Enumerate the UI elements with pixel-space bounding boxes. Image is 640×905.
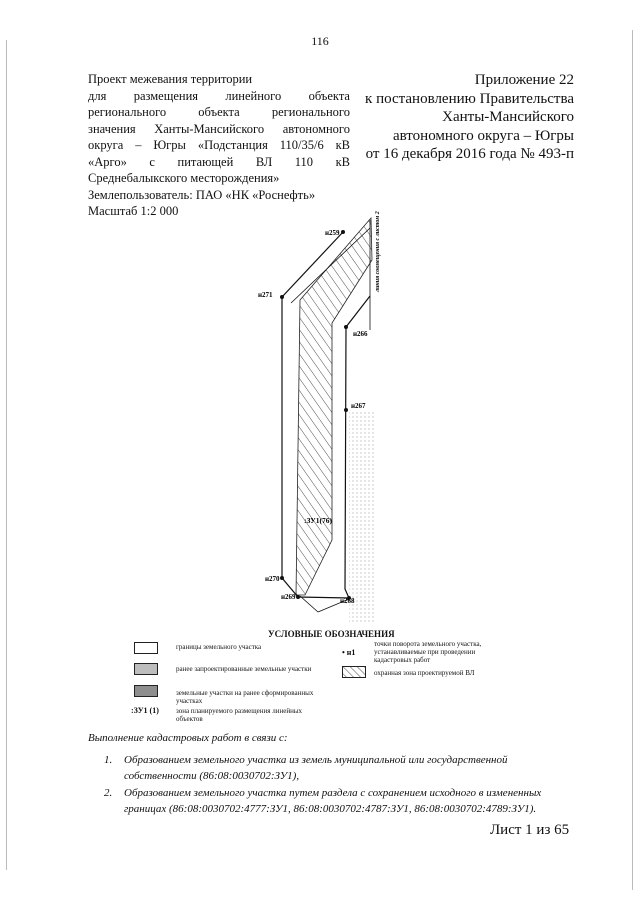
legend-box-boundaries	[134, 642, 158, 654]
project-line-6: «Арго» с питающей ВЛ 110 кВ	[88, 154, 350, 169]
land-user: Землепользователь: ПАО «НК «Роснефть»	[88, 187, 316, 202]
legend-formed-before-2: участках	[176, 697, 203, 705]
legend-zone-text-2: объектов	[176, 715, 203, 723]
works-item-2-line-1: Образованием земельного участка путем раздела с сохранением исходного в измененных	[124, 787, 542, 799]
appendix-line-5: от 16 декабря 2016 года № 493-п	[365, 146, 574, 162]
label-n269: н269	[281, 593, 296, 601]
legend-boundaries: границы земельного участка	[176, 643, 262, 651]
works-item-1-line-2: собственности (86:08:0030702:ЗУ1),	[124, 770, 300, 782]
works-item-2-line-2: границах (86:08:0030702:4777:ЗУ1, 86:08:0030702:4787:ЗУ1, 86:08:0030702:4789:ЗУ1).	[124, 803, 537, 815]
project-line-3: регионального объекта регионального	[88, 105, 350, 119]
existing-parcels-area	[349, 410, 374, 622]
project-line-7: Среднебалыкского месторождения»	[88, 171, 280, 185]
page-number: 116	[311, 34, 329, 48]
label-n259: н259	[325, 229, 340, 237]
project-line-1: Проект межевания территории	[88, 72, 253, 86]
legend-turn-points-1: точки поворота земельного участка,	[374, 640, 482, 648]
works-item-2-number: 2.	[104, 787, 113, 799]
appendix-line-1: Приложение 22	[474, 72, 574, 88]
legend-protection-zone: охранная зона проектируемой ВЛ	[374, 669, 475, 677]
project-line-5: округа – Югры «Подстанция 110/35/6 кВ	[88, 138, 350, 152]
label-n271: н271	[258, 291, 273, 299]
label-n270: н270	[265, 575, 280, 583]
project-line-4: значения Ханты-Мансийского автономного	[88, 121, 350, 136]
appendix-line-2: к постановлению Правительства	[365, 90, 574, 107]
point-n269	[296, 595, 300, 599]
legend-box-formed	[134, 685, 158, 697]
works-item-2	[104, 785, 574, 817]
point-n267	[344, 408, 348, 412]
legend-designed-before: ранее запроектированные земельные участки	[176, 665, 312, 673]
label-n268: н268	[340, 597, 355, 605]
legend-turn-points-3: кадастровых работ	[374, 656, 431, 664]
point-n271	[280, 295, 284, 299]
point-n270	[280, 576, 284, 580]
map-scale: Масштаб 1:2 000	[88, 204, 179, 218]
legend-zone-code: :ЗУ1 (1)	[131, 706, 159, 715]
parcel-label: :ЗУ1(76)	[304, 516, 333, 525]
label-n267: н267	[351, 402, 366, 410]
legend-formed-before-1: земельные участки на ранее сформированных	[176, 689, 314, 697]
project-line-2: для размещения линейного объекта	[88, 88, 350, 103]
sheet-number: Лист 1 из 65	[490, 822, 570, 838]
works-item-1	[104, 752, 574, 784]
legend-point-symbol: • н1	[342, 648, 356, 657]
appendix-line-3: Ханты-Мансийского	[442, 109, 574, 125]
appendix-line-4: автономного округа – Югры	[392, 127, 574, 144]
point-n259	[341, 230, 345, 234]
works-item-1-number: 1.	[104, 754, 113, 766]
corridor-bottom-line	[300, 596, 318, 612]
legend-zone-text-1: зона планируемого размещения линейных	[176, 707, 303, 715]
works-item-1-line-1: Образованием земельного участка из земель муниципальной или государственной	[124, 754, 508, 766]
legend-box-designed	[134, 663, 158, 675]
point-n266	[344, 325, 348, 329]
label-n266: н266	[353, 330, 368, 338]
legend-hatch-swatch	[342, 666, 366, 678]
legend-turn-points-2: устанавливаемые при проведении	[374, 648, 476, 656]
junction-note: линия совмещения с листом 2	[375, 211, 381, 292]
works-heading: Выполнение кадастровых работ в связи с:	[88, 732, 288, 744]
